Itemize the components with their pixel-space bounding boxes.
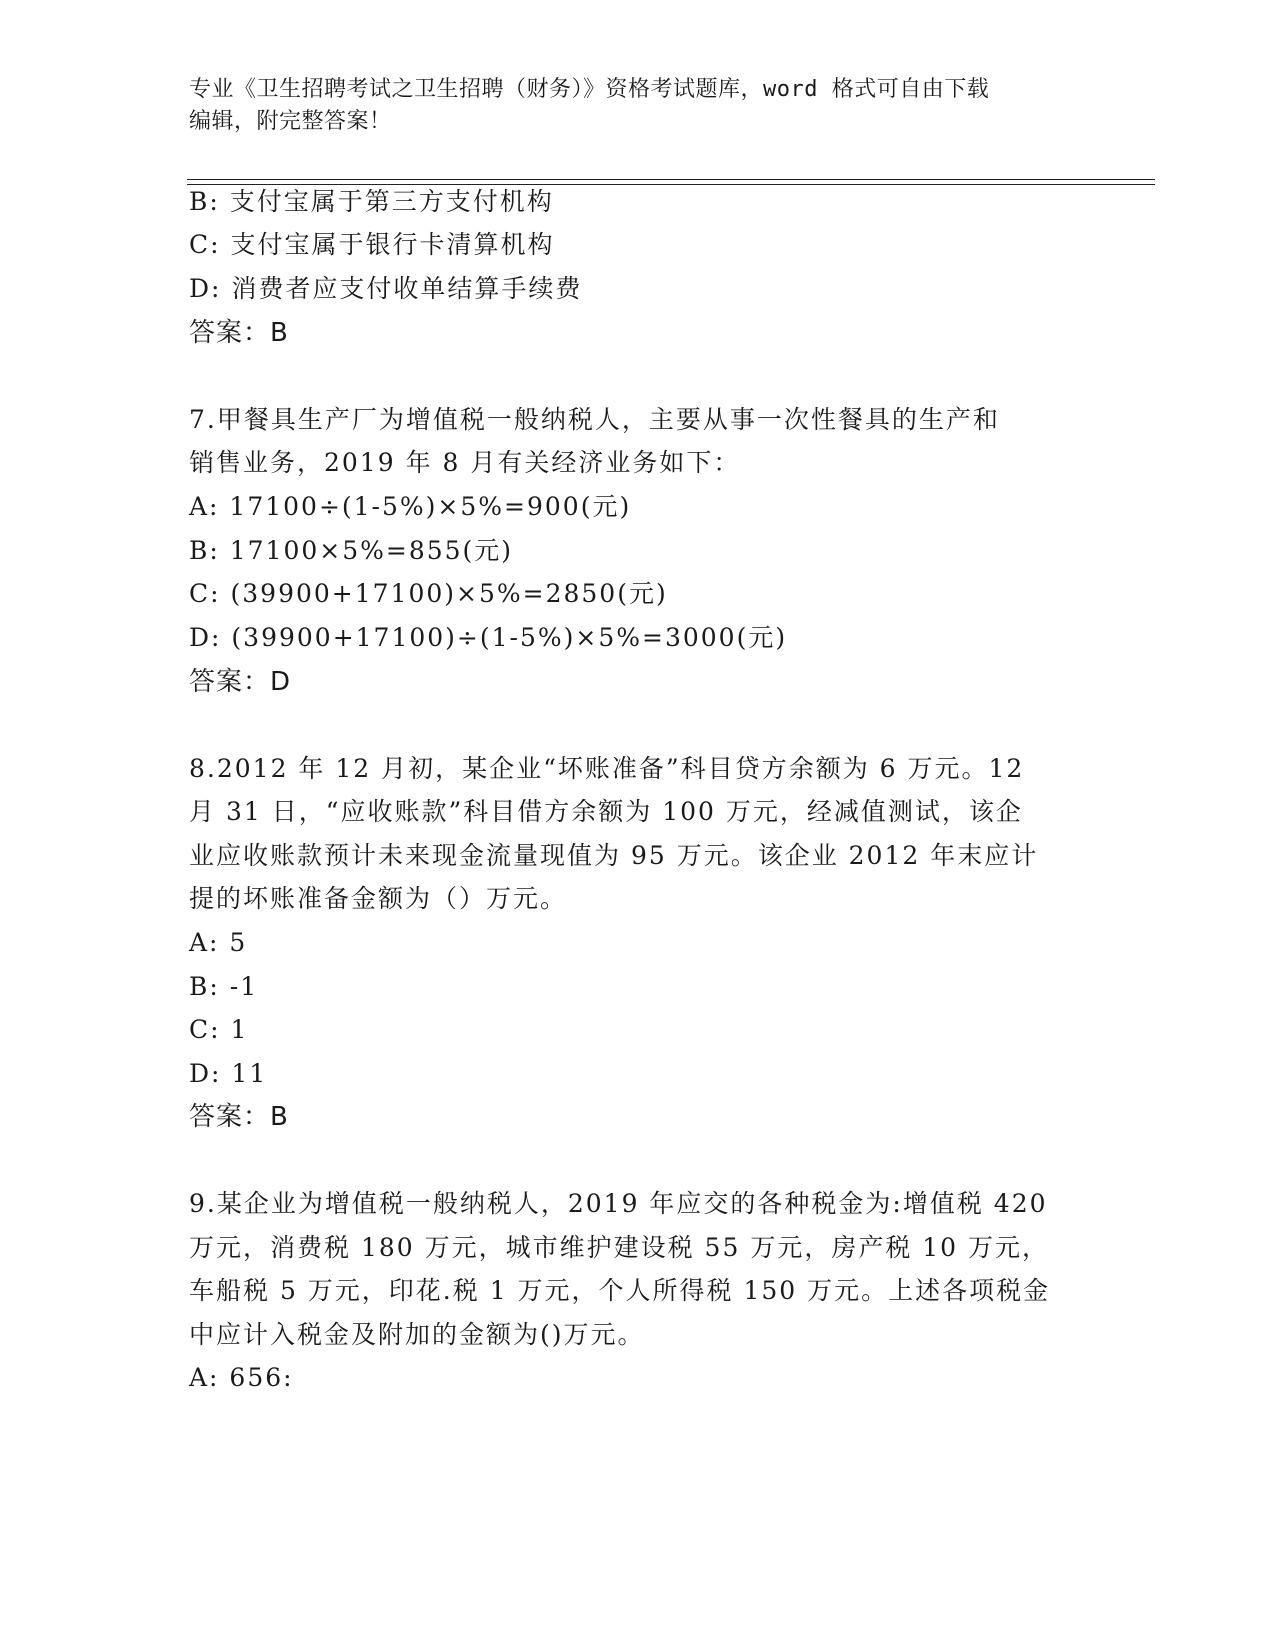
q7-stem-line-2: 销售业务，2019 年 8 月有关经济业务如下：	[189, 448, 741, 477]
q8-stem-line-3: 业应收账款预计未来现金流量现值为 95 万元。该企业 2012 年末应计	[189, 841, 1039, 870]
q8-stem-line-2: 月 31 日，“应收账款”科目借方余额为 100 万元，经减值测试，该企	[189, 797, 1023, 826]
header-divider-top	[187, 179, 1155, 180]
q8-stem-line-1: 8.2012 年 12 月初，某企业“坏账准备”科目贷方余额为 6 万元。12	[189, 754, 1025, 783]
q9-stem-line-1: 9.某企业为增值税一般纳税人，2019 年应交的各种税金为:增值税 420	[189, 1189, 1048, 1218]
q8-stem-line-4: 提的坏账准备金额为（）万元。	[189, 884, 568, 913]
q7-option-a: A: 17100÷(1-5%)×5%=900(元)	[189, 492, 632, 521]
q9-stem-line-2: 万元，消费税 180 万元，城市维护建设税 55 万元，房产税 10 万元，	[189, 1233, 1050, 1262]
q9-stem-line-4: 中应计入税金及附加的金额为()万元。	[189, 1320, 645, 1349]
q7-stem-line-1: 7.甲餐具生产厂为增值税一般纳税人，主要从事一次性餐具的生产和	[189, 405, 1000, 434]
header-line-1: 专业《卫生招聘考试之卫生招聘（财务）》资格考试题库，word 格式可自由下载	[189, 77, 990, 102]
q6-answer: 答案：B	[189, 318, 289, 348]
q8-option-c: C: 1	[189, 1015, 249, 1044]
q8-answer: 答案：B	[189, 1102, 289, 1132]
q7-option-c: C: (39900+17100)×5%=2850(元)	[189, 579, 668, 608]
document-header	[189, 74, 1089, 138]
q6-option-b: B: 支付宝属于第三方支付机构	[189, 187, 554, 216]
q8-option-d: D: 11	[189, 1059, 268, 1088]
q7-option-d: D: (39900+17100)÷(1-5%)×5%=3000(元)	[189, 623, 788, 652]
header-line-2: 编辑，附完整答案！	[189, 109, 392, 134]
q9-stem-line-3: 车船税 5 万元，印花.税 1 万元，个人所得税 150 万元。上述各项税金	[189, 1276, 1051, 1305]
q8-option-a: A: 5	[189, 928, 248, 957]
q8-option-b: B: -1	[189, 972, 259, 1001]
q6-option-d: D: 消费者应支付收单结算手续费	[189, 274, 583, 303]
q7-option-b: B: 17100×5%=855(元)	[189, 536, 514, 565]
q6-option-c: C: 支付宝属于银行卡清算机构	[189, 230, 555, 259]
q9-option-a: A: 656:	[189, 1363, 294, 1392]
q7-answer: 答案：D	[189, 667, 292, 697]
